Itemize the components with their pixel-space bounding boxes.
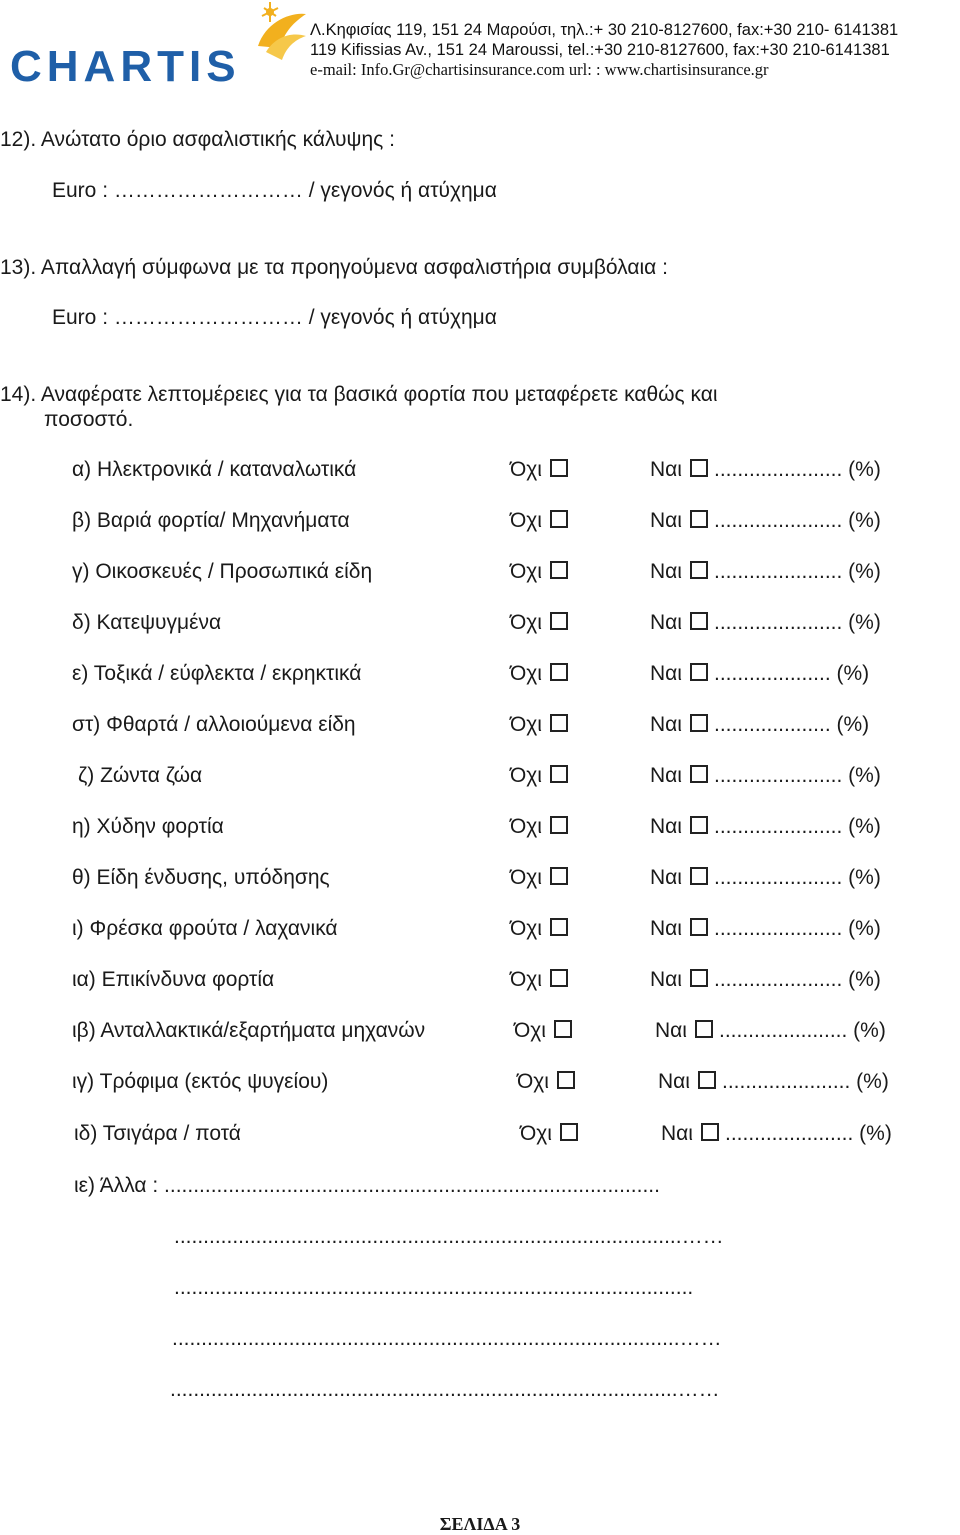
- yes-label: Ναι: [658, 1070, 690, 1093]
- percentage-field[interactable]: ...................... (%): [713, 611, 881, 634]
- q13-euro-line[interactable]: Euro : ……………………… / γεγονός ή ατύχημα: [52, 306, 497, 329]
- percentage-field[interactable]: ...................... (%): [713, 458, 881, 481]
- q12-title: 12). Ανώτατο όριο ασφαλιστικής κάλυψης :: [0, 128, 395, 151]
- percentage-field[interactable]: .................... (%): [713, 662, 870, 685]
- no-label: Όχι: [510, 560, 542, 583]
- q14-title-line1: 14). Αναφέρατε λεπτομέρειες για τα βασικά φορτία που μεταφέρετε καθώς και: [0, 383, 718, 406]
- yes-checkbox[interactable]: [690, 459, 708, 477]
- yes-option[interactable]: [650, 916, 881, 942]
- yes-option[interactable]: [650, 457, 881, 483]
- yes-label: Ναι: [650, 866, 682, 889]
- cargo-item-label: ια) Επικίνδυνα φορτία: [72, 968, 275, 991]
- yes-label: Ναι: [650, 815, 682, 838]
- cargo-item-label: στ) Φθαρτά / αλλοιούμενα είδη: [72, 713, 356, 736]
- other-line[interactable]: .......................................................................................……: [172, 1327, 722, 1350]
- yes-checkbox[interactable]: [690, 816, 708, 834]
- no-label: Όχι: [517, 1070, 549, 1093]
- percentage-field[interactable]: ...................... (%): [721, 1070, 889, 1093]
- no-option[interactable]: [510, 457, 568, 483]
- cargo-item-label: γ) Οικοσκευές / Προσωπικά είδη: [72, 560, 373, 583]
- yes-label: Ναι: [650, 968, 682, 991]
- no-checkbox[interactable]: [550, 510, 568, 528]
- other-label[interactable]: ιε) Άλλα : .....................................................................................: [74, 1174, 660, 1197]
- yes-checkbox[interactable]: [690, 867, 708, 885]
- no-label: Όχι: [510, 866, 542, 889]
- cargo-item-label: α) Ηλεκτρονικά / καταναλωτικά: [72, 458, 357, 481]
- company-address-block: [310, 20, 898, 80]
- percentage-field[interactable]: ...................... (%): [713, 764, 881, 787]
- cargo-item-label: η) Χύδην φορτία: [72, 815, 224, 838]
- yes-option[interactable]: [650, 508, 881, 534]
- no-option[interactable]: [510, 508, 568, 534]
- yes-option[interactable]: [661, 1121, 892, 1147]
- no-label: Όχι: [510, 917, 542, 940]
- no-option[interactable]: [510, 610, 568, 636]
- yes-option[interactable]: [650, 763, 881, 789]
- cargo-item-label: ε) Τοξικά / εύφλεκτα / εκρηκτικά: [72, 662, 362, 685]
- no-option[interactable]: [510, 559, 568, 585]
- no-label: Όχι: [510, 764, 542, 787]
- no-checkbox[interactable]: [550, 561, 568, 579]
- no-checkbox[interactable]: [554, 1020, 572, 1038]
- no-label: Όχι: [510, 611, 542, 634]
- cargo-item-label: ιγ) Τρόφιμα (εκτός ψυγείου): [72, 1070, 329, 1093]
- no-checkbox[interactable]: [557, 1071, 575, 1089]
- percentage-field[interactable]: ...................... (%): [713, 866, 881, 889]
- yes-label: Ναι: [650, 713, 682, 736]
- yes-option[interactable]: [658, 1069, 889, 1095]
- yes-checkbox[interactable]: [690, 918, 708, 936]
- no-checkbox[interactable]: [550, 765, 568, 783]
- no-checkbox[interactable]: [550, 663, 568, 681]
- no-label: Όχι: [520, 1122, 552, 1145]
- no-label: Όχι: [510, 815, 542, 838]
- no-option[interactable]: [510, 865, 568, 891]
- cargo-item-label: δ) Κατεψυγμένα: [72, 611, 222, 634]
- yes-option[interactable]: [655, 1018, 886, 1044]
- no-option[interactable]: [510, 814, 568, 840]
- no-checkbox[interactable]: [560, 1123, 578, 1141]
- yes-label: Ναι: [650, 458, 682, 481]
- q14-title-line2: ποσοστό.: [44, 408, 134, 431]
- no-label: Όχι: [510, 509, 542, 532]
- no-checkbox[interactable]: [550, 918, 568, 936]
- yes-checkbox[interactable]: [690, 714, 708, 732]
- yes-checkbox[interactable]: [690, 969, 708, 987]
- no-option[interactable]: [520, 1121, 578, 1147]
- yes-option[interactable]: [650, 865, 881, 891]
- yes-checkbox[interactable]: [695, 1020, 713, 1038]
- chartis-logo: [8, 2, 308, 91]
- yes-checkbox[interactable]: [690, 510, 708, 528]
- no-option[interactable]: [510, 661, 568, 687]
- no-checkbox[interactable]: [550, 816, 568, 834]
- yes-label: Ναι: [650, 611, 682, 634]
- yes-checkbox[interactable]: [698, 1071, 716, 1089]
- cargo-item-label: ιβ) Ανταλλακτικά/εξαρτήματα μηχανών: [72, 1019, 426, 1042]
- yes-label: Ναι: [661, 1122, 693, 1145]
- yes-label: Ναι: [650, 662, 682, 685]
- no-label: Όχι: [510, 662, 542, 685]
- no-option[interactable]: [517, 1069, 575, 1095]
- cargo-item-label: ι) Φρέσκα φρούτα / λαχανικά: [72, 917, 338, 940]
- logo-text: CHARTIS: [10, 42, 241, 91]
- yes-label: Ναι: [650, 560, 682, 583]
- yes-option[interactable]: [650, 712, 869, 738]
- contact-info: e-mail: Info.Gr@chartisinsurance.com url: : www.chartisinsurance.gr: [310, 60, 769, 79]
- yes-option[interactable]: [650, 814, 881, 840]
- yes-checkbox[interactable]: [690, 663, 708, 681]
- yes-checkbox[interactable]: [690, 612, 708, 630]
- q12-euro-line[interactable]: Euro : ……………………… / γεγονός ή ατύχημα: [52, 179, 497, 202]
- yes-option[interactable]: [650, 610, 881, 636]
- no-label: Όχι: [510, 713, 542, 736]
- yes-checkbox[interactable]: [690, 561, 708, 579]
- no-option[interactable]: [510, 967, 568, 993]
- no-checkbox[interactable]: [550, 867, 568, 885]
- percentage-field[interactable]: ...................... (%): [713, 815, 881, 838]
- other-line[interactable]: .......................................................................................……: [174, 1225, 724, 1248]
- cargo-item-label: β) Βαριά φορτία/ Μηχανήματα: [72, 509, 350, 532]
- address-greek: Λ.Κηφισίας 119, 151 24 Μαρούσι, τηλ.:+ 30 210-8127600, fax:+30 210- 6141381: [310, 21, 899, 39]
- percentage-field[interactable]: .................... (%): [713, 713, 870, 736]
- yes-option[interactable]: [650, 967, 881, 993]
- percentage-field[interactable]: ...................... (%): [724, 1122, 892, 1145]
- cargo-item-label: ζ) Ζώντα ζώα: [78, 764, 203, 787]
- cargo-item-label: θ) Είδη ένδυσης, υπόδησης: [72, 866, 330, 889]
- yes-label: Ναι: [650, 509, 682, 532]
- yes-option[interactable]: [650, 559, 881, 585]
- no-option[interactable]: [510, 916, 568, 942]
- percentage-field[interactable]: ...................... (%): [713, 917, 881, 940]
- yes-label: Ναι: [650, 917, 682, 940]
- yes-option[interactable]: [650, 661, 869, 687]
- no-option[interactable]: [510, 712, 568, 738]
- percentage-field[interactable]: ...................... (%): [718, 1019, 886, 1042]
- yes-checkbox[interactable]: [701, 1123, 719, 1141]
- other-line[interactable]: .......................................................................................……: [170, 1378, 720, 1401]
- percentage-field[interactable]: ...................... (%): [713, 509, 881, 532]
- no-checkbox[interactable]: [550, 612, 568, 630]
- yes-label: Ναι: [655, 1019, 687, 1042]
- percentage-field[interactable]: ...................... (%): [713, 560, 881, 583]
- no-label: Όχι: [510, 458, 542, 481]
- no-checkbox[interactable]: [550, 714, 568, 732]
- no-checkbox[interactable]: [550, 459, 568, 477]
- no-checkbox[interactable]: [550, 969, 568, 987]
- yes-checkbox[interactable]: [690, 765, 708, 783]
- page-number: ΣΕΛΙΔΑ 3: [439, 1514, 521, 1534]
- no-option[interactable]: [510, 763, 568, 789]
- yes-label: Ναι: [650, 764, 682, 787]
- no-option[interactable]: [514, 1018, 572, 1044]
- other-line[interactable]: .........................................................................................: [174, 1276, 694, 1299]
- cargo-item-label: ιδ) Τσιγάρα / ποτά: [74, 1122, 241, 1145]
- no-label: Όχι: [510, 968, 542, 991]
- q13-title: 13). Απαλλαγή σύμφωνα με τα προηγούμενα ασφαλιστήρια συμβόλαια :: [0, 256, 668, 279]
- percentage-field[interactable]: ...................... (%): [713, 968, 881, 991]
- no-label: Όχι: [514, 1019, 546, 1042]
- address-english: 119 Kifissias Av., 151 24 Maroussi, tel.:+30 210-8127600, fax:+30 210-6141381: [310, 41, 890, 59]
